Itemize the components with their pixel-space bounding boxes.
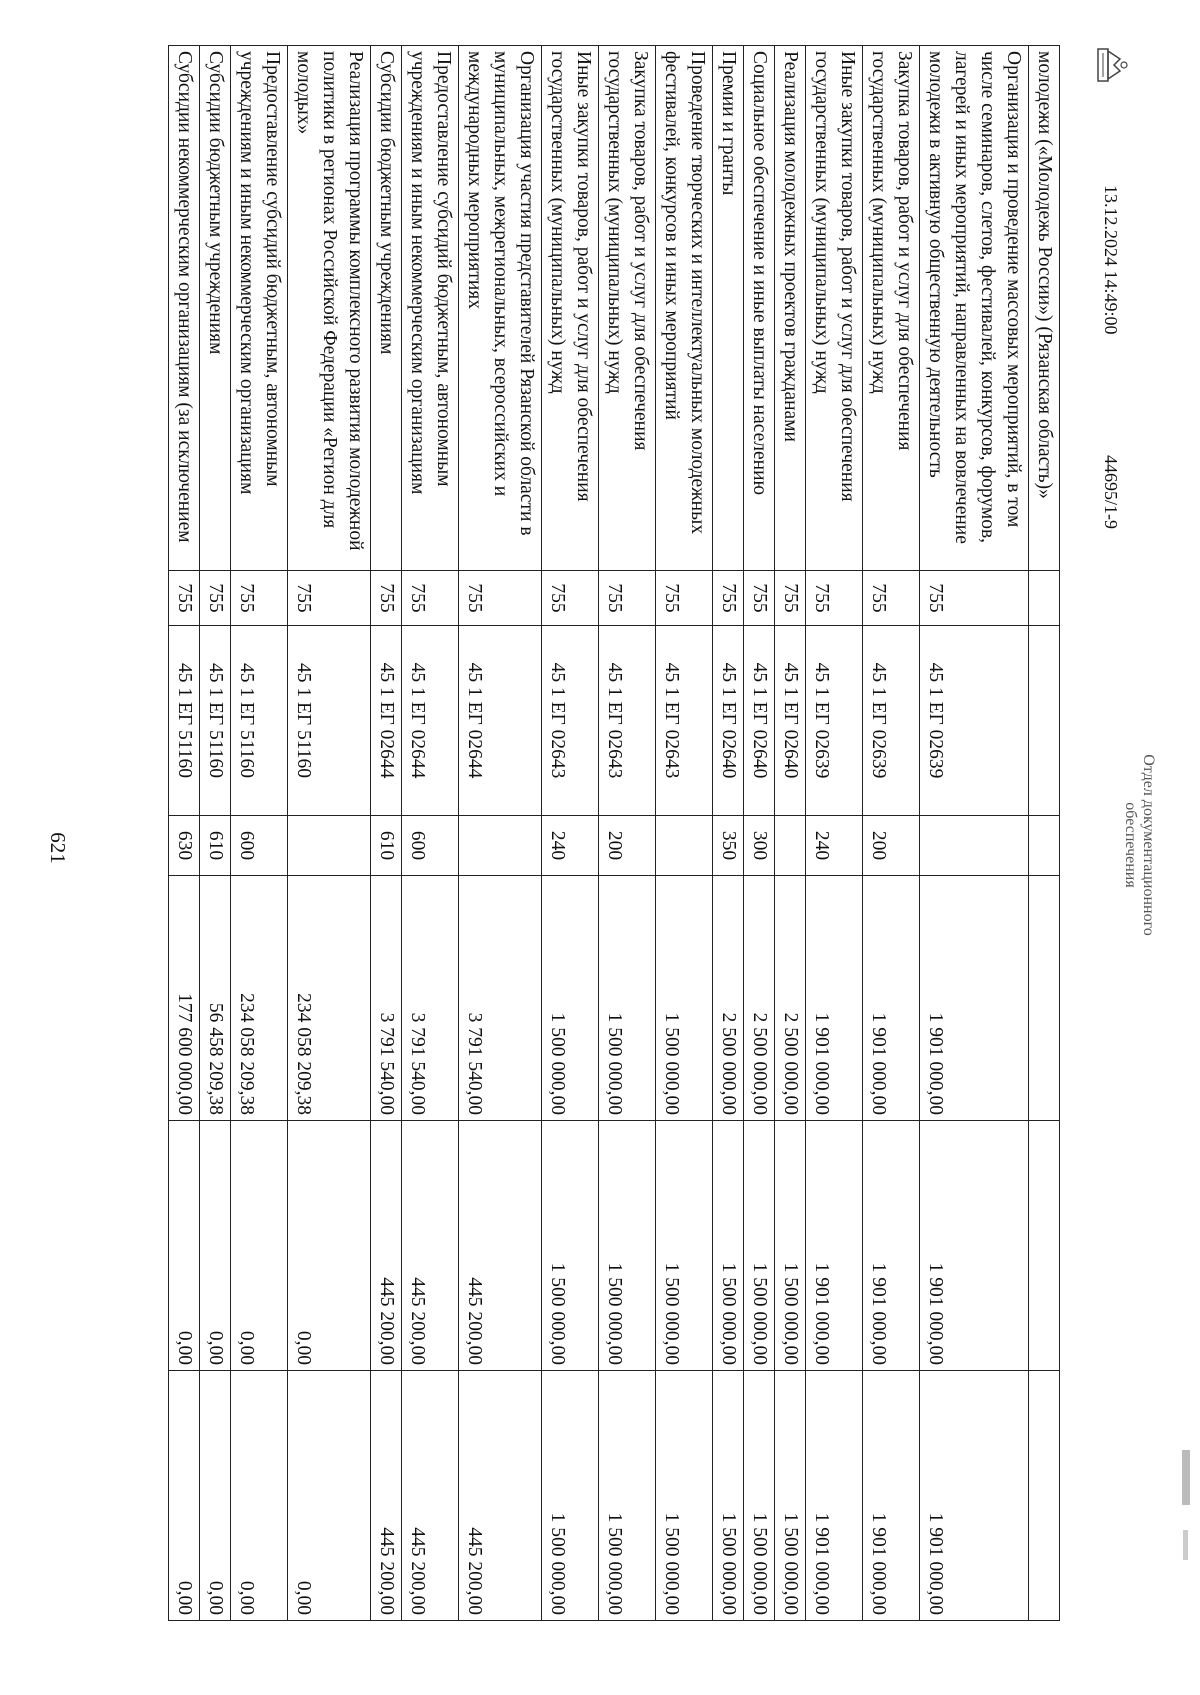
- row-gv-code: 755: [231, 571, 288, 626]
- row-amount-2027: 0,00: [231, 1371, 288, 1621]
- row-amount-2026: 0,00: [288, 1121, 371, 1371]
- row-amount-2027: 1 500 000,00: [599, 1371, 656, 1621]
- row-gv-code: 755: [371, 571, 402, 626]
- row-expense-type: 240: [542, 816, 599, 876]
- row-name: Организация и проведение массовых мероприятий, в том числе семинаров, слетов, фестивалей, конкурсов, форумов, лагерей и иных мероприятий, направленных на вовлечение молодежи в активную общественную деятельность: [920, 46, 1029, 571]
- row-gv-code: 755: [656, 571, 713, 626]
- table-row: [744, 46, 775, 1621]
- row-amount-2027: 1 500 000,00: [656, 1371, 713, 1621]
- row-amount-2025: 2 500 000,00: [713, 876, 744, 1121]
- row-amount-2027: 1 500 000,00: [744, 1371, 775, 1621]
- table-row: [371, 46, 402, 1621]
- row-amount-2026: 445 200,00: [402, 1121, 459, 1371]
- document-number: 44695/1-9: [1101, 455, 1121, 529]
- row-amount-2027: [1029, 1371, 1060, 1621]
- row-expense-type: [1029, 816, 1060, 876]
- row-amount-2025: 56 458 209,38: [200, 876, 231, 1121]
- row-name: Субсидии некоммерческим организациям (за исключением: [169, 46, 200, 571]
- row-target-code: 45 1 ЕГ 02643: [542, 626, 599, 816]
- row-expense-type: [656, 816, 713, 876]
- table-row: [542, 46, 599, 1621]
- row-target-code: 45 1 ЕГ 02640: [713, 626, 744, 816]
- row-name: Иные закупки товаров, работ и услуг для обеспечения государственных (муниципальных) нужд: [542, 46, 599, 571]
- table-row: [599, 46, 656, 1621]
- row-amount-2025: 1 500 000,00: [599, 876, 656, 1121]
- row-expense-type: 610: [200, 816, 231, 876]
- row-target-code: 45 1 ЕГ 02643: [599, 626, 656, 816]
- row-expense-type: 240: [806, 816, 863, 876]
- row-amount-2025: 3 791 540,00: [402, 876, 459, 1121]
- row-gv-code: 755: [459, 571, 542, 626]
- page-footer: [1075, 45, 1185, 1620]
- row-amount-2025: 1 901 000,00: [806, 876, 863, 1121]
- row-target-code: 45 1 ЕГ 51160: [231, 626, 288, 816]
- row-expense-type: 200: [863, 816, 920, 876]
- row-target-code: 45 1 ЕГ 02644: [402, 626, 459, 816]
- row-amount-2026: 0,00: [169, 1121, 200, 1371]
- row-target-code: 45 1 ЕГ 02640: [775, 626, 806, 816]
- row-name: Закупка товаров, работ и услуг для обеспечения государственных (муниципальных) нужд: [599, 46, 656, 571]
- row-gv-code: 755: [288, 571, 371, 626]
- row-amount-2027: 0,00: [200, 1371, 231, 1621]
- row-amount-2026: 1 500 000,00: [599, 1121, 656, 1371]
- row-amount-2026: 1 500 000,00: [542, 1121, 599, 1371]
- print-datetime: 13.12.2024 14:49:00: [1101, 185, 1121, 335]
- row-target-code: 45 1 ЕГ 51160: [200, 626, 231, 816]
- stamp-line-1: Отдел документационного: [1140, 754, 1157, 936]
- row-amount-2027: 0,00: [288, 1371, 371, 1621]
- row-amount-2025: 2 500 000,00: [775, 876, 806, 1121]
- table-row: [288, 46, 371, 1621]
- row-amount-2026: 1 901 000,00: [863, 1121, 920, 1371]
- row-amount-2025: 3 791 540,00: [459, 876, 542, 1121]
- row-amount-2027: 1 500 000,00: [713, 1371, 744, 1621]
- row-name: Реализация молодежных проектов гражданами: [775, 46, 806, 571]
- row-name: молодежи («Молодежь России») (Рязанская область)»: [1029, 46, 1060, 571]
- table-row: [920, 46, 1029, 1621]
- table-row: [656, 46, 713, 1621]
- row-amount-2026: 0,00: [200, 1121, 231, 1371]
- row-name: Реализация программы комплексного развития молодежной политики в регионах Российской Федерации «Регион для молодых»: [288, 46, 371, 571]
- row-amount-2026: 1 500 000,00: [713, 1121, 744, 1371]
- budget-table: [168, 45, 1060, 1621]
- row-name: Социальное обеспечение и иные выплаты населению: [744, 46, 775, 571]
- row-amount-2025: 1 500 000,00: [542, 876, 599, 1121]
- row-target-code: 45 1 ЕГ 02644: [371, 626, 402, 816]
- row-target-code: 45 1 ЕГ 51160: [169, 626, 200, 816]
- row-amount-2027: 445 200,00: [402, 1371, 459, 1621]
- row-gv-code: 755: [713, 571, 744, 626]
- coat-of-arms-icon: [1094, 45, 1130, 85]
- row-amount-2025: 177 600 000,00: [169, 876, 200, 1121]
- table-row: [863, 46, 920, 1621]
- row-name: Иные закупки товаров, работ и услуг для обеспечения государственных (муниципальных) нужд: [806, 46, 863, 571]
- row-amount-2026: 1 500 000,00: [744, 1121, 775, 1371]
- row-gv-code: 755: [744, 571, 775, 626]
- row-amount-2027: 1 500 000,00: [775, 1371, 806, 1621]
- department-stamp: [1121, 715, 1157, 975]
- row-gv-code: 755: [863, 571, 920, 626]
- row-amount-2025: 234 058 209,38: [288, 876, 371, 1121]
- row-expense-type: 200: [599, 816, 656, 876]
- row-gv-code: 755: [806, 571, 863, 626]
- table-row: [231, 46, 288, 1621]
- row-expense-type: 630: [169, 816, 200, 876]
- table-row: [402, 46, 459, 1621]
- row-expense-type: 610: [371, 816, 402, 876]
- table-row: [775, 46, 806, 1621]
- row-expense-type: [459, 816, 542, 876]
- row-target-code: 45 1 ЕГ 02639: [863, 626, 920, 816]
- row-gv-code: 755: [169, 571, 200, 626]
- row-amount-2025: [1029, 876, 1060, 1121]
- row-amount-2025: 1 901 000,00: [920, 876, 1029, 1121]
- row-amount-2025: 1 500 000,00: [656, 876, 713, 1121]
- row-expense-type: 600: [402, 816, 459, 876]
- table-row: [459, 46, 542, 1621]
- row-amount-2026: 1 901 000,00: [806, 1121, 863, 1371]
- row-amount-2025: 1 901 000,00: [863, 876, 920, 1121]
- row-gv-code: [1029, 571, 1060, 626]
- row-name: Премии и гранты: [713, 46, 744, 571]
- row-amount-2025: 3 791 540,00: [371, 876, 402, 1121]
- table-row: [169, 46, 200, 1621]
- row-gv-code: 755: [920, 571, 1029, 626]
- row-name: Проведение творческих и интеллектуальных молодежных фестивалей, конкурсов и иных мероприятий: [656, 46, 713, 571]
- row-name: Предоставление субсидий бюджетным, автономным учреждениям и иным некоммерческим организациям: [231, 46, 288, 571]
- row-expense-type: 350: [713, 816, 744, 876]
- stamp-line-2: обеспечения: [1122, 802, 1139, 888]
- row-amount-2027: 0,00: [169, 1371, 200, 1621]
- row-name: Субсидии бюджетным учреждениям: [200, 46, 231, 571]
- row-amount-2026: [1029, 1121, 1060, 1371]
- row-amount-2025: 2 500 000,00: [744, 876, 775, 1121]
- row-target-code: 45 1 ЕГ 02639: [806, 626, 863, 816]
- row-amount-2026: 445 200,00: [459, 1121, 542, 1371]
- row-target-code: 45 1 ЕГ 02643: [656, 626, 713, 816]
- row-target-code: 45 1 ЕГ 02639: [920, 626, 1029, 816]
- row-name: Организация участия представителей Рязанской области в муниципальных, межрегиональных, всероссийских и международных мероприятиях: [459, 46, 542, 571]
- table-row: [200, 46, 231, 1621]
- row-amount-2026: 1 901 000,00: [920, 1121, 1029, 1371]
- row-target-code: 45 1 ЕГ 51160: [288, 626, 371, 816]
- table-row: [1029, 46, 1060, 1621]
- row-target-code: 45 1 ЕГ 02640: [744, 626, 775, 816]
- row-amount-2027: 1 901 000,00: [863, 1371, 920, 1621]
- row-name: Субсидии бюджетным учреждениям: [371, 46, 402, 571]
- row-amount-2025: 234 058 209,38: [231, 876, 288, 1121]
- table-body: [169, 46, 1060, 1621]
- row-gv-code: 755: [775, 571, 806, 626]
- row-gv-code: 755: [599, 571, 656, 626]
- row-amount-2026: 1 500 000,00: [656, 1121, 713, 1371]
- row-amount-2027: 445 200,00: [459, 1371, 542, 1621]
- row-amount-2027: 1 901 000,00: [806, 1371, 863, 1621]
- row-amount-2027: 445 200,00: [371, 1371, 402, 1621]
- table-row: [713, 46, 744, 1621]
- row-name: Предоставление субсидий бюджетным, автономным учреждениям и иным некоммерческим организациям: [402, 46, 459, 571]
- row-expense-type: 300: [744, 816, 775, 876]
- row-expense-type: 600: [231, 816, 288, 876]
- row-amount-2026: 445 200,00: [371, 1121, 402, 1371]
- row-amount-2026: 0,00: [231, 1121, 288, 1371]
- page-number: 621: [46, 832, 70, 864]
- row-amount-2027: 1 901 000,00: [920, 1371, 1029, 1621]
- row-name: Закупка товаров, работ и услуг для обеспечения государственных (муниципальных) нужд: [863, 46, 920, 571]
- row-expense-type: [288, 816, 371, 876]
- row-gv-code: 755: [402, 571, 459, 626]
- row-gv-code: 755: [200, 571, 231, 626]
- row-target-code: [1029, 626, 1060, 816]
- row-expense-type: [920, 816, 1029, 876]
- row-amount-2026: 1 500 000,00: [775, 1121, 806, 1371]
- row-amount-2027: 1 500 000,00: [542, 1371, 599, 1621]
- row-target-code: 45 1 ЕГ 02644: [459, 626, 542, 816]
- row-expense-type: [775, 816, 806, 876]
- row-gv-code: 755: [542, 571, 599, 626]
- table-row: [806, 46, 863, 1621]
